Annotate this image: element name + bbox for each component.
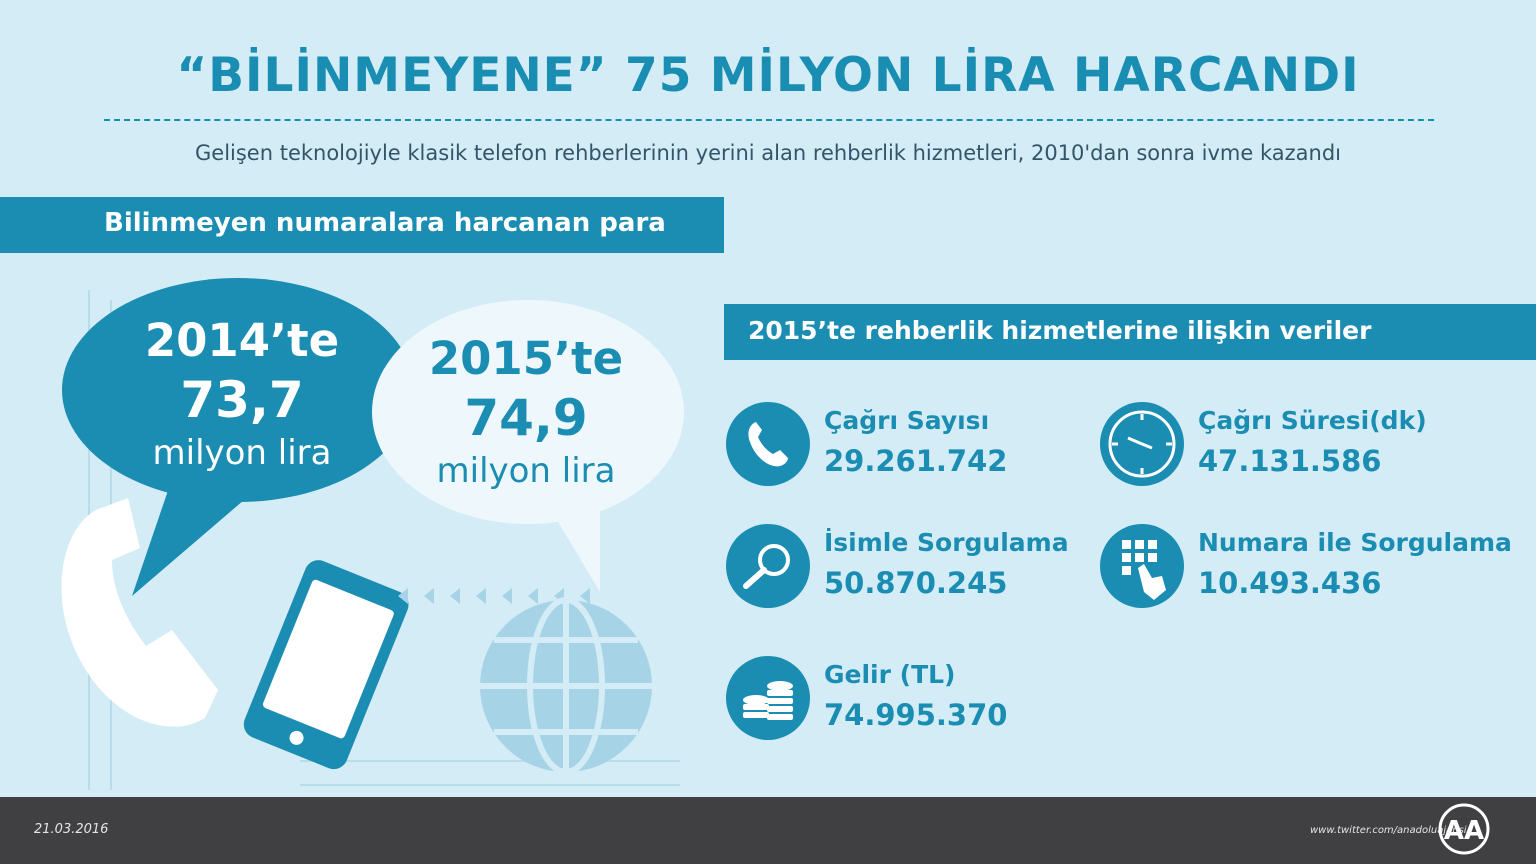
stat-label: Numara ile Sorgulama — [1198, 528, 1512, 557]
left-section-heading: Bilinmeyen numaralara harcanan para — [0, 197, 724, 253]
magnifier-icon — [726, 524, 810, 608]
footer-twitter-link[interactable]: www.twitter.com/anadoluajansi — [1310, 825, 1467, 836]
stat-value: 10.493.436 — [1198, 566, 1382, 600]
keypad-icon — [1100, 524, 1184, 608]
agency-logo — [1436, 803, 1492, 857]
bubble-2014 — [120, 312, 364, 476]
globe-icon — [480, 600, 652, 772]
bubble-2015 — [404, 330, 648, 494]
bubble-2015-value: 74,9 — [464, 389, 588, 447]
bubble-2015-year: 2015’te — [428, 332, 624, 385]
bubble-2014-value: 73,7 — [180, 371, 304, 429]
stat-value: 29.261.742 — [824, 444, 1008, 478]
clock-icon — [1100, 402, 1184, 486]
bubble-2014-unit: milyon lira — [152, 433, 332, 473]
right-section-heading: 2015’te rehberlik hizmetlerine ilişkin veriler — [724, 304, 1536, 360]
stat-value: 50.870.245 — [824, 566, 1008, 600]
smartphone-icon — [240, 556, 413, 773]
stat-value: 47.131.586 — [1198, 444, 1382, 478]
bubble-2014-year: 2014’te — [144, 314, 340, 367]
title-divider — [104, 119, 1434, 121]
phone-icon — [726, 402, 810, 486]
footer-date: 21.03.2016 — [34, 822, 109, 837]
logo-text: AA — [1443, 816, 1485, 846]
bubble-2015-unit: milyon lira — [436, 451, 616, 491]
stat-label: Çağrı Sayısı — [824, 406, 990, 435]
stat-label: İsimle Sorgulama — [824, 528, 1069, 557]
footer-bar — [0, 797, 1536, 864]
page-subtitle: Gelişen teknolojiyle klasik telefon rehberlerinin yerini alan rehberlik hizmetleri, 2010'dan sonra ivme kazandı — [195, 141, 1341, 165]
stat-label: Gelir (TL) — [824, 660, 956, 689]
stat-value: 74.995.370 — [824, 698, 1008, 732]
stat-label: Çağrı Süresi(dk) — [1198, 406, 1427, 435]
coins-icon — [726, 656, 810, 740]
page-title: “BİLİNMEYENE” 75 MİLYON LİRA HARCANDI — [176, 48, 1360, 103]
